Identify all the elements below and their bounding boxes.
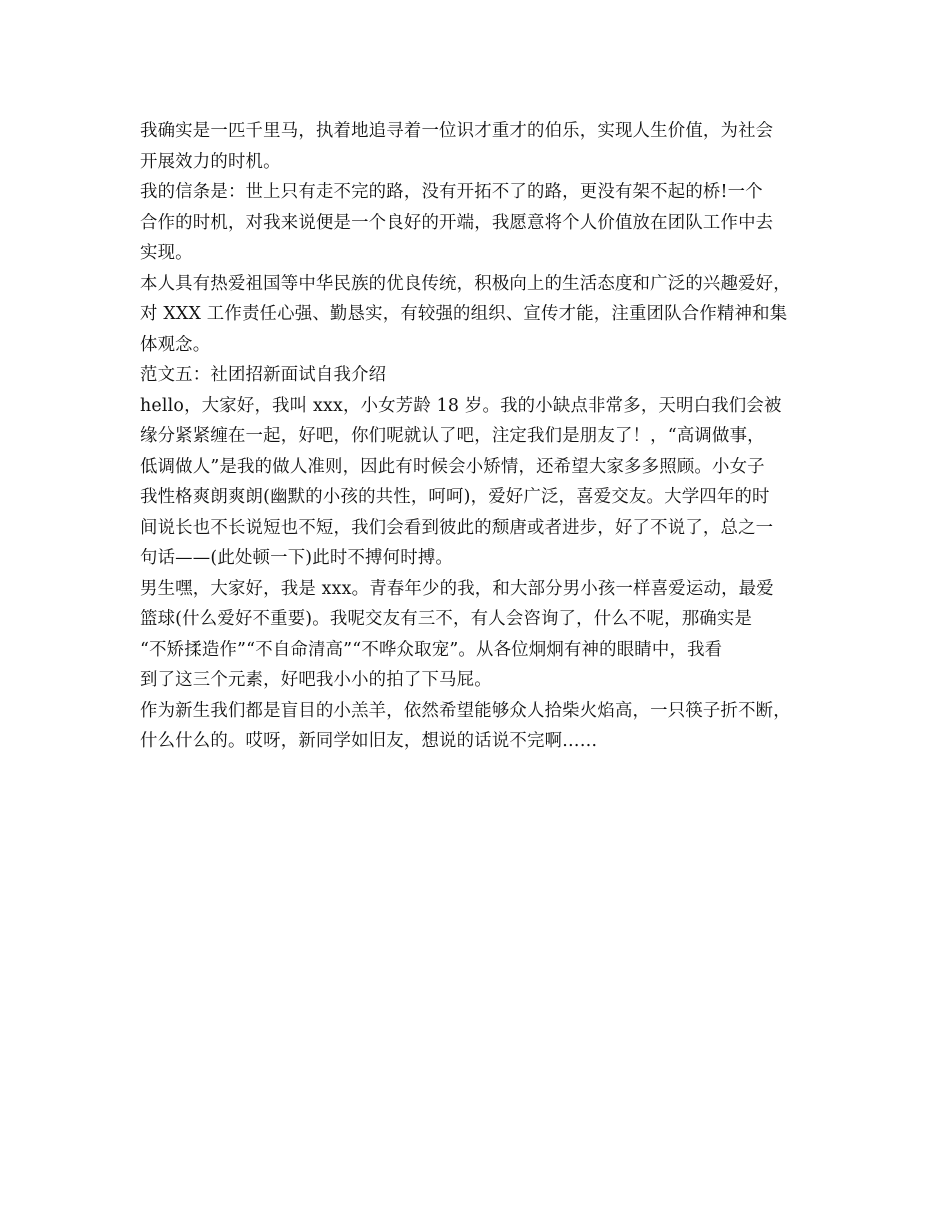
- text-line: 低调做人”是我的做人准则，因此有时候会小矫情，还希望大家多多照顾。小女子: [140, 456, 765, 477]
- text-line: 什么什么的。哎呀，新同学如旧友，想说的话说不完啊……: [140, 731, 598, 751]
- text-line: 间说长也不长说短也不短，我们会看到彼此的颓唐或者进步，好了不说了，总之一: [140, 517, 774, 538]
- text-line: “不矫揉造作”“不自命清高”“不哗众取宠”。从各位炯炯有神的眼睛中，我看: [140, 639, 723, 660]
- text-line: hello，大家好，我叫 xxx，小女芳龄 18 岁。我的小缺点非常多，天明白我们会被: [140, 395, 782, 416]
- document-body: [140, 116, 830, 757]
- text-line: 我确实是一匹千里马，执着地追寻着一位识才重才的伯乐，实现人生价值，为社会: [140, 121, 774, 141]
- text-line: 我的信条是：世上只有走不完的路，没有开拓不了的路，更没有架不起的桥!一个: [140, 182, 763, 202]
- text-line: 对 XXX 工作责任心强、勤恳实，有较强的组织、宣传才能，注重团队合作精神和集: [140, 304, 788, 324]
- text-line: 句话——(此处顿一下)此时不搏何时搏。: [140, 548, 454, 568]
- text-line: 缘分紧紧缠在一起，好吧，你们呢就认了吧，注定我们是朋友了！，“高调做事，: [140, 426, 765, 446]
- text-line: 到了这三个元素，好吧我小小的拍了下马屁。: [140, 670, 492, 690]
- text-line: 我性格爽朗爽朗(幽默的小孩的共性，呵呵)，爱好广泛，喜爱交友。大学四年的时: [140, 487, 770, 507]
- text-line: 开展效力的时机。: [140, 151, 281, 172]
- text-line: 实现。: [140, 243, 193, 263]
- section-heading: 范文五：社团招新面试自我介绍: [140, 365, 387, 385]
- text-line: 作为新生我们都是盲目的小羔羊，依然希望能够众人拾柴火焰高，一只筷子折不断，: [140, 700, 791, 721]
- text-line: 体观念。: [140, 334, 211, 355]
- text-line: 本人具有热爱祖国等中华民族的优良传统，积极向上的生活态度和广泛的兴趣爱好，: [140, 273, 791, 294]
- text-line: 篮球(什么爱好不重要)。我呢交友有三不，有人会咨询了，什么不呢，那确实是: [140, 609, 753, 629]
- text-line: 男生嘿，大家好，我是 xxx。青春年少的我，和大部分男小孩一样喜爱运动，最爱: [140, 578, 774, 599]
- text-line: 合作的时机，对我来说便是一个良好的开端，我愿意将个人价值放在团队工作中去: [140, 212, 774, 233]
